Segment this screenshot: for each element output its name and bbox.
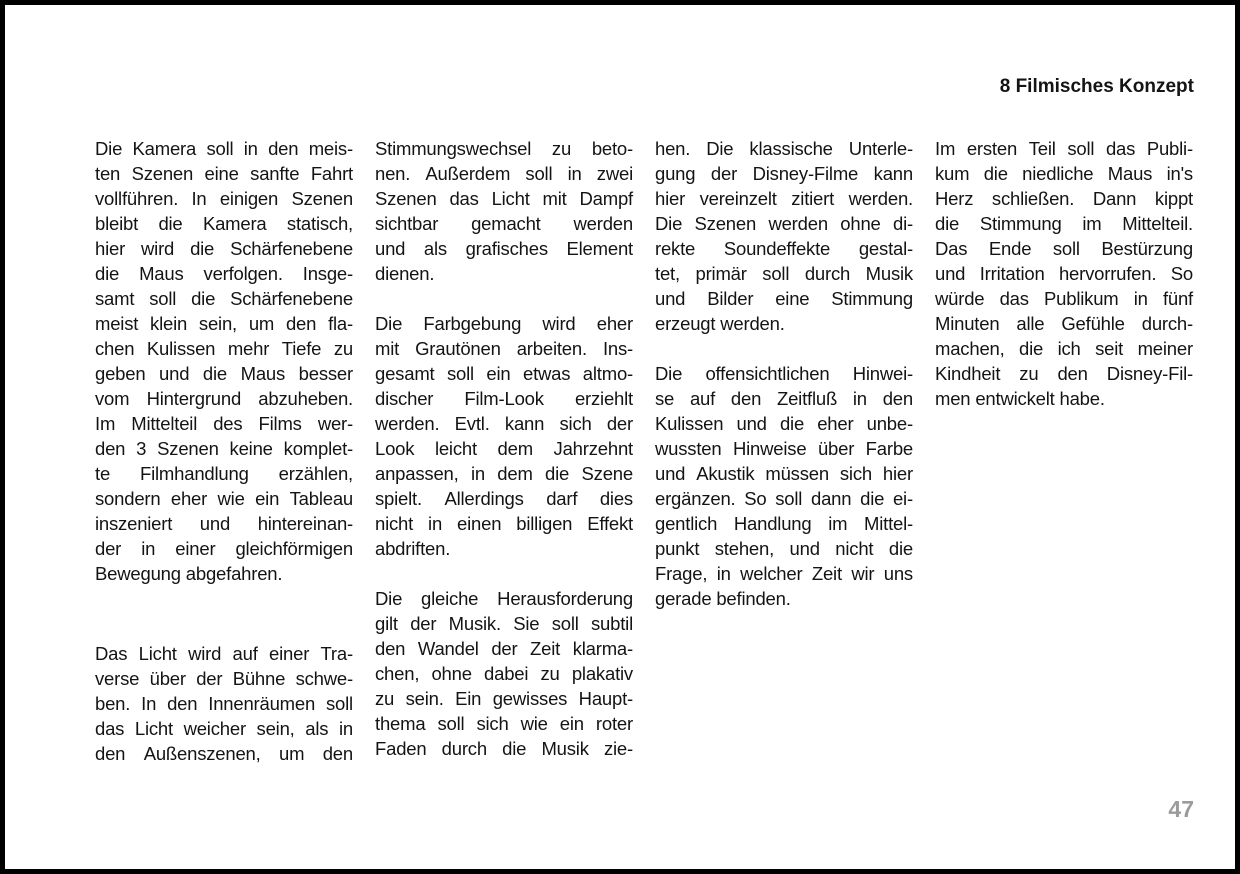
text-column-1 (95, 136, 353, 766)
text-line: hen. Die klassische Unterle- (655, 138, 913, 159)
text-line: gung der Disney-Filme kann (655, 163, 913, 184)
paragraph (935, 136, 1193, 411)
text-line: Das Licht wird auf einer Tra- (95, 643, 353, 664)
text-line: gesamt soll ein etwas altmo- (375, 363, 633, 384)
text-line: und als grafisches Element (375, 238, 633, 259)
text-line: das Licht weicher sein, als in (95, 718, 353, 739)
text-line: Die offensichtlichen Hinwei- (655, 363, 913, 384)
text-line: Faden durch die Musik zie- (375, 738, 633, 759)
text-line: sondern eher wie ein Tableau (95, 488, 353, 509)
text-line: verse über der Bühne schwe- (95, 668, 353, 689)
text-line: gentlich Handlung im Mittel- (655, 513, 913, 534)
text-line: vom Hintergrund abzuheben. (95, 388, 353, 409)
text-line: und Irritation hervorrufen. So (935, 263, 1193, 284)
text-line: chen, ohne dabei zu plakativ (375, 663, 633, 684)
text-line: erzeugt werden. (655, 313, 785, 334)
text-line: Die Kamera soll in den meis- (95, 138, 353, 159)
text-line: bleibt die Kamera statisch, (95, 213, 353, 234)
text-line: Im ersten Teil soll das Publi- (935, 138, 1193, 159)
text-line: discher Film-Look erziehlt (375, 388, 633, 409)
text-line: spielt. Allerdings darf dies (375, 488, 633, 509)
paragraph (375, 136, 633, 286)
text-line: se auf den Zeitfluß in den (655, 388, 913, 409)
text-line: Frage, in welcher Zeit wir uns (655, 563, 913, 584)
text-line: und Bilder eine Stimmung (655, 288, 913, 309)
text-line: te Filmhandlung erzählen, (95, 463, 353, 484)
text-column-2 (375, 136, 633, 766)
text-line: den Außenszenen, um den (95, 743, 353, 764)
text-line: zu sein. Ein gewisses Haupt- (375, 688, 633, 709)
text-line: abdriften. (375, 538, 451, 559)
text-line: Die gleiche Herausforderung (375, 588, 633, 609)
paragraph (655, 136, 913, 336)
text-line: die Maus verfolgen. Insge- (95, 263, 353, 284)
text-line: Minuten alle Gefühle durch- (935, 313, 1193, 334)
text-line: die Stimmung im Mittelteil. (935, 213, 1193, 234)
text-line: kum die niedliche Maus in's (935, 163, 1193, 184)
text-line: und Akustik müssen sich hier (655, 463, 913, 484)
text-line: Kulissen und die eher unbe- (655, 413, 913, 434)
text-line: hier vereinzelt zitiert werden. (655, 188, 913, 209)
text-line: mit Grautönen arbeiten. Ins- (375, 338, 633, 359)
text-line: sichtbar gemacht werden (375, 213, 633, 234)
text-line: nicht in einen billigen Effekt (375, 513, 633, 534)
paragraph (95, 641, 353, 766)
text-line: Die Farbgebung wird eher (375, 313, 633, 334)
text-line: gilt der Musik. Sie soll subtil (375, 613, 633, 634)
text-line: vollführen. In einigen Szenen (95, 188, 353, 209)
text-line: Kindheit zu den Disney-Fil- (935, 363, 1193, 384)
text-line: Stimmungswechsel zu beto- (375, 138, 633, 159)
text-line: Im Mittelteil des Films wer- (95, 413, 353, 434)
text-line: dienen. (375, 263, 435, 284)
text-line: anpassen, in dem die Szene (375, 463, 633, 484)
text-line: Die Szenen werden ohne di- (655, 213, 913, 234)
paragraph (95, 136, 353, 586)
text-line: Das Ende soll Bestürzung (935, 238, 1193, 259)
text-line: men entwickelt habe. (935, 388, 1105, 409)
text-line: der in einer gleichförmigen (95, 538, 353, 559)
text-columns (95, 136, 1193, 766)
paragraph (375, 586, 633, 761)
text-line: den Wandel der Zeit klarma- (375, 638, 633, 659)
text-line: hier wird die Schärfenebene (95, 238, 353, 259)
page-number: 47 (1168, 796, 1194, 822)
text-line: Bewegung abgefahren. (95, 563, 283, 584)
text-line: machen, die ich seit meiner (935, 338, 1193, 359)
text-line: samt soll die Schärfenebene (95, 288, 353, 309)
text-line: ben. In den Innenräumen soll (95, 693, 353, 714)
text-line: inszeniert und hintereinan- (95, 513, 353, 534)
text-line: Look leicht dem Jahrzehnt (375, 438, 633, 459)
chapter-heading: 8 Filmisches Konzept (999, 76, 1194, 97)
text-line: punkt stehen, und nicht die (655, 538, 913, 559)
text-line: würde das Publikum in fünf (935, 288, 1193, 309)
text-line: meist klein sein, um den fla- (95, 313, 353, 334)
text-line: ten Szenen eine sanfte Fahrt (95, 163, 353, 184)
text-line: Herz schließen. Dann kippt (935, 188, 1193, 209)
text-line: den 3 Szenen keine komplet- (95, 438, 353, 459)
text-line: ergänzen. So soll dann die ei- (655, 488, 913, 509)
text-line: Szenen das Licht mit Dampf (375, 188, 633, 209)
text-line: geben und die Maus besser (95, 363, 353, 384)
text-line: werden. Evtl. kann sich der (375, 413, 633, 434)
text-column-4 (935, 136, 1193, 766)
text-line: chen Kulissen mehr Tiefe zu (95, 338, 353, 359)
text-line: wussten Hinweise über Farbe (655, 438, 913, 459)
text-line: tet, primär soll durch Musik (655, 263, 913, 284)
paragraph (655, 361, 913, 611)
text-line: nen. Außerdem soll in zwei (375, 163, 633, 184)
paragraph (375, 311, 633, 561)
text-line: gerade befinden. (655, 588, 791, 609)
text-line: rekte Soundeffekte gestal- (655, 238, 913, 259)
text-column-3 (655, 136, 913, 766)
text-line: thema soll sich wie ein roter (375, 713, 633, 734)
